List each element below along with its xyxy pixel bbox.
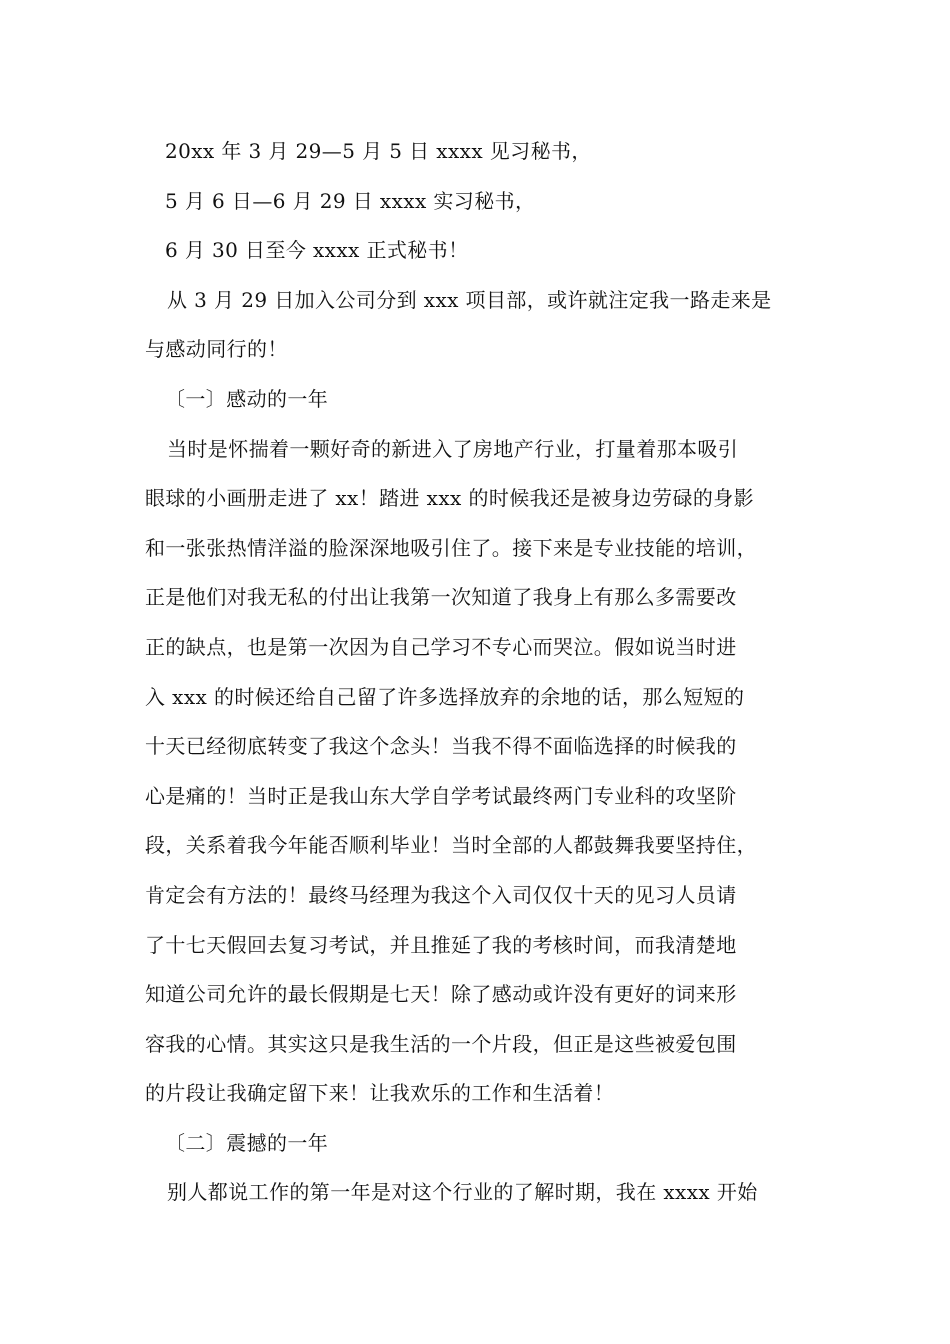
paragraph-line: 当时是怀揣着一颗好奇的新进入了房地产行业，打量着那本吸引 (167, 436, 739, 461)
paragraph-line: 眼球的小画册走进了 xx！踏进 xxx 的时候我还是被身边劳碌的身影 (145, 486, 755, 511)
paragraph-intro-line-1: 从 3 月 29 日加入公司分到 xxx 项目部，或许就注定我一路走来是 (167, 287, 772, 312)
text-line-role-2: 5 月 6 日—6 月 29 日 xxxx 实习秘书， (165, 188, 536, 213)
paragraph-line: 别人都说工作的第一年是对这个行业的了解时期，我在 xxxx 开始 (167, 1180, 758, 1205)
text-line-role-1: 20xx 年 3 月 29—5 月 5 日 xxxx 见习秘书， (165, 139, 592, 163)
paragraph-line: 心是痛的！当时正是我山东大学自学考试最终两门专业科的攻坚阶 (145, 783, 737, 808)
paragraph-intro-line-2: 与感动同行的！ (145, 337, 288, 362)
paragraph-line: 肯定会有方法的！最终马经理为我这个入司仅仅十天的见习人员请 (145, 882, 737, 907)
section-heading-1: 〔一〕感动的一年 (165, 386, 329, 411)
paragraph-line: 的片段让我确定留下来！让我欢乐的工作和生活着！ (145, 1081, 615, 1106)
paragraph-line: 容我的心情。其实这只是我生活的一个片段，但正是这些被爱包围 (145, 1031, 737, 1056)
section-heading-2: 〔二〕震撼的一年 (165, 1130, 329, 1155)
paragraph-line: 正是他们对我无私的付出让我第一次知道了我身上有那么多需要改 (145, 585, 737, 610)
paragraph-line: 段，关系着我今年能否顺利毕业！当时全部的人都鼓舞我要坚持住， (145, 833, 757, 858)
paragraph-line: 十天已经彻底转变了我这个念头！当我不得不面临选择的时候我的 (145, 734, 737, 759)
paragraph-line: 了十七天假回去复习考试，并且推延了我的考核时间，而我清楚地 (145, 932, 737, 957)
paragraph-line: 入 xxx 的时候还给自己留了许多选择放弃的余地的话，那么短短的 (145, 684, 745, 709)
text-line-role-3: 6 月 30 日至今 xxxx 正式秘书！ (165, 238, 469, 263)
paragraph-line: 和一张张热情洋溢的脸深深地吸引住了。接下来是专业技能的培训， (145, 535, 757, 560)
paragraph-line: 正的缺点，也是第一次因为自己学习不专心而哭泣。假如说当时进 (145, 634, 737, 659)
document-body (145, 127, 815, 1218)
paragraph-line: 知道公司允许的最长假期是七天！除了感动或许没有更好的词来形 (145, 982, 737, 1007)
